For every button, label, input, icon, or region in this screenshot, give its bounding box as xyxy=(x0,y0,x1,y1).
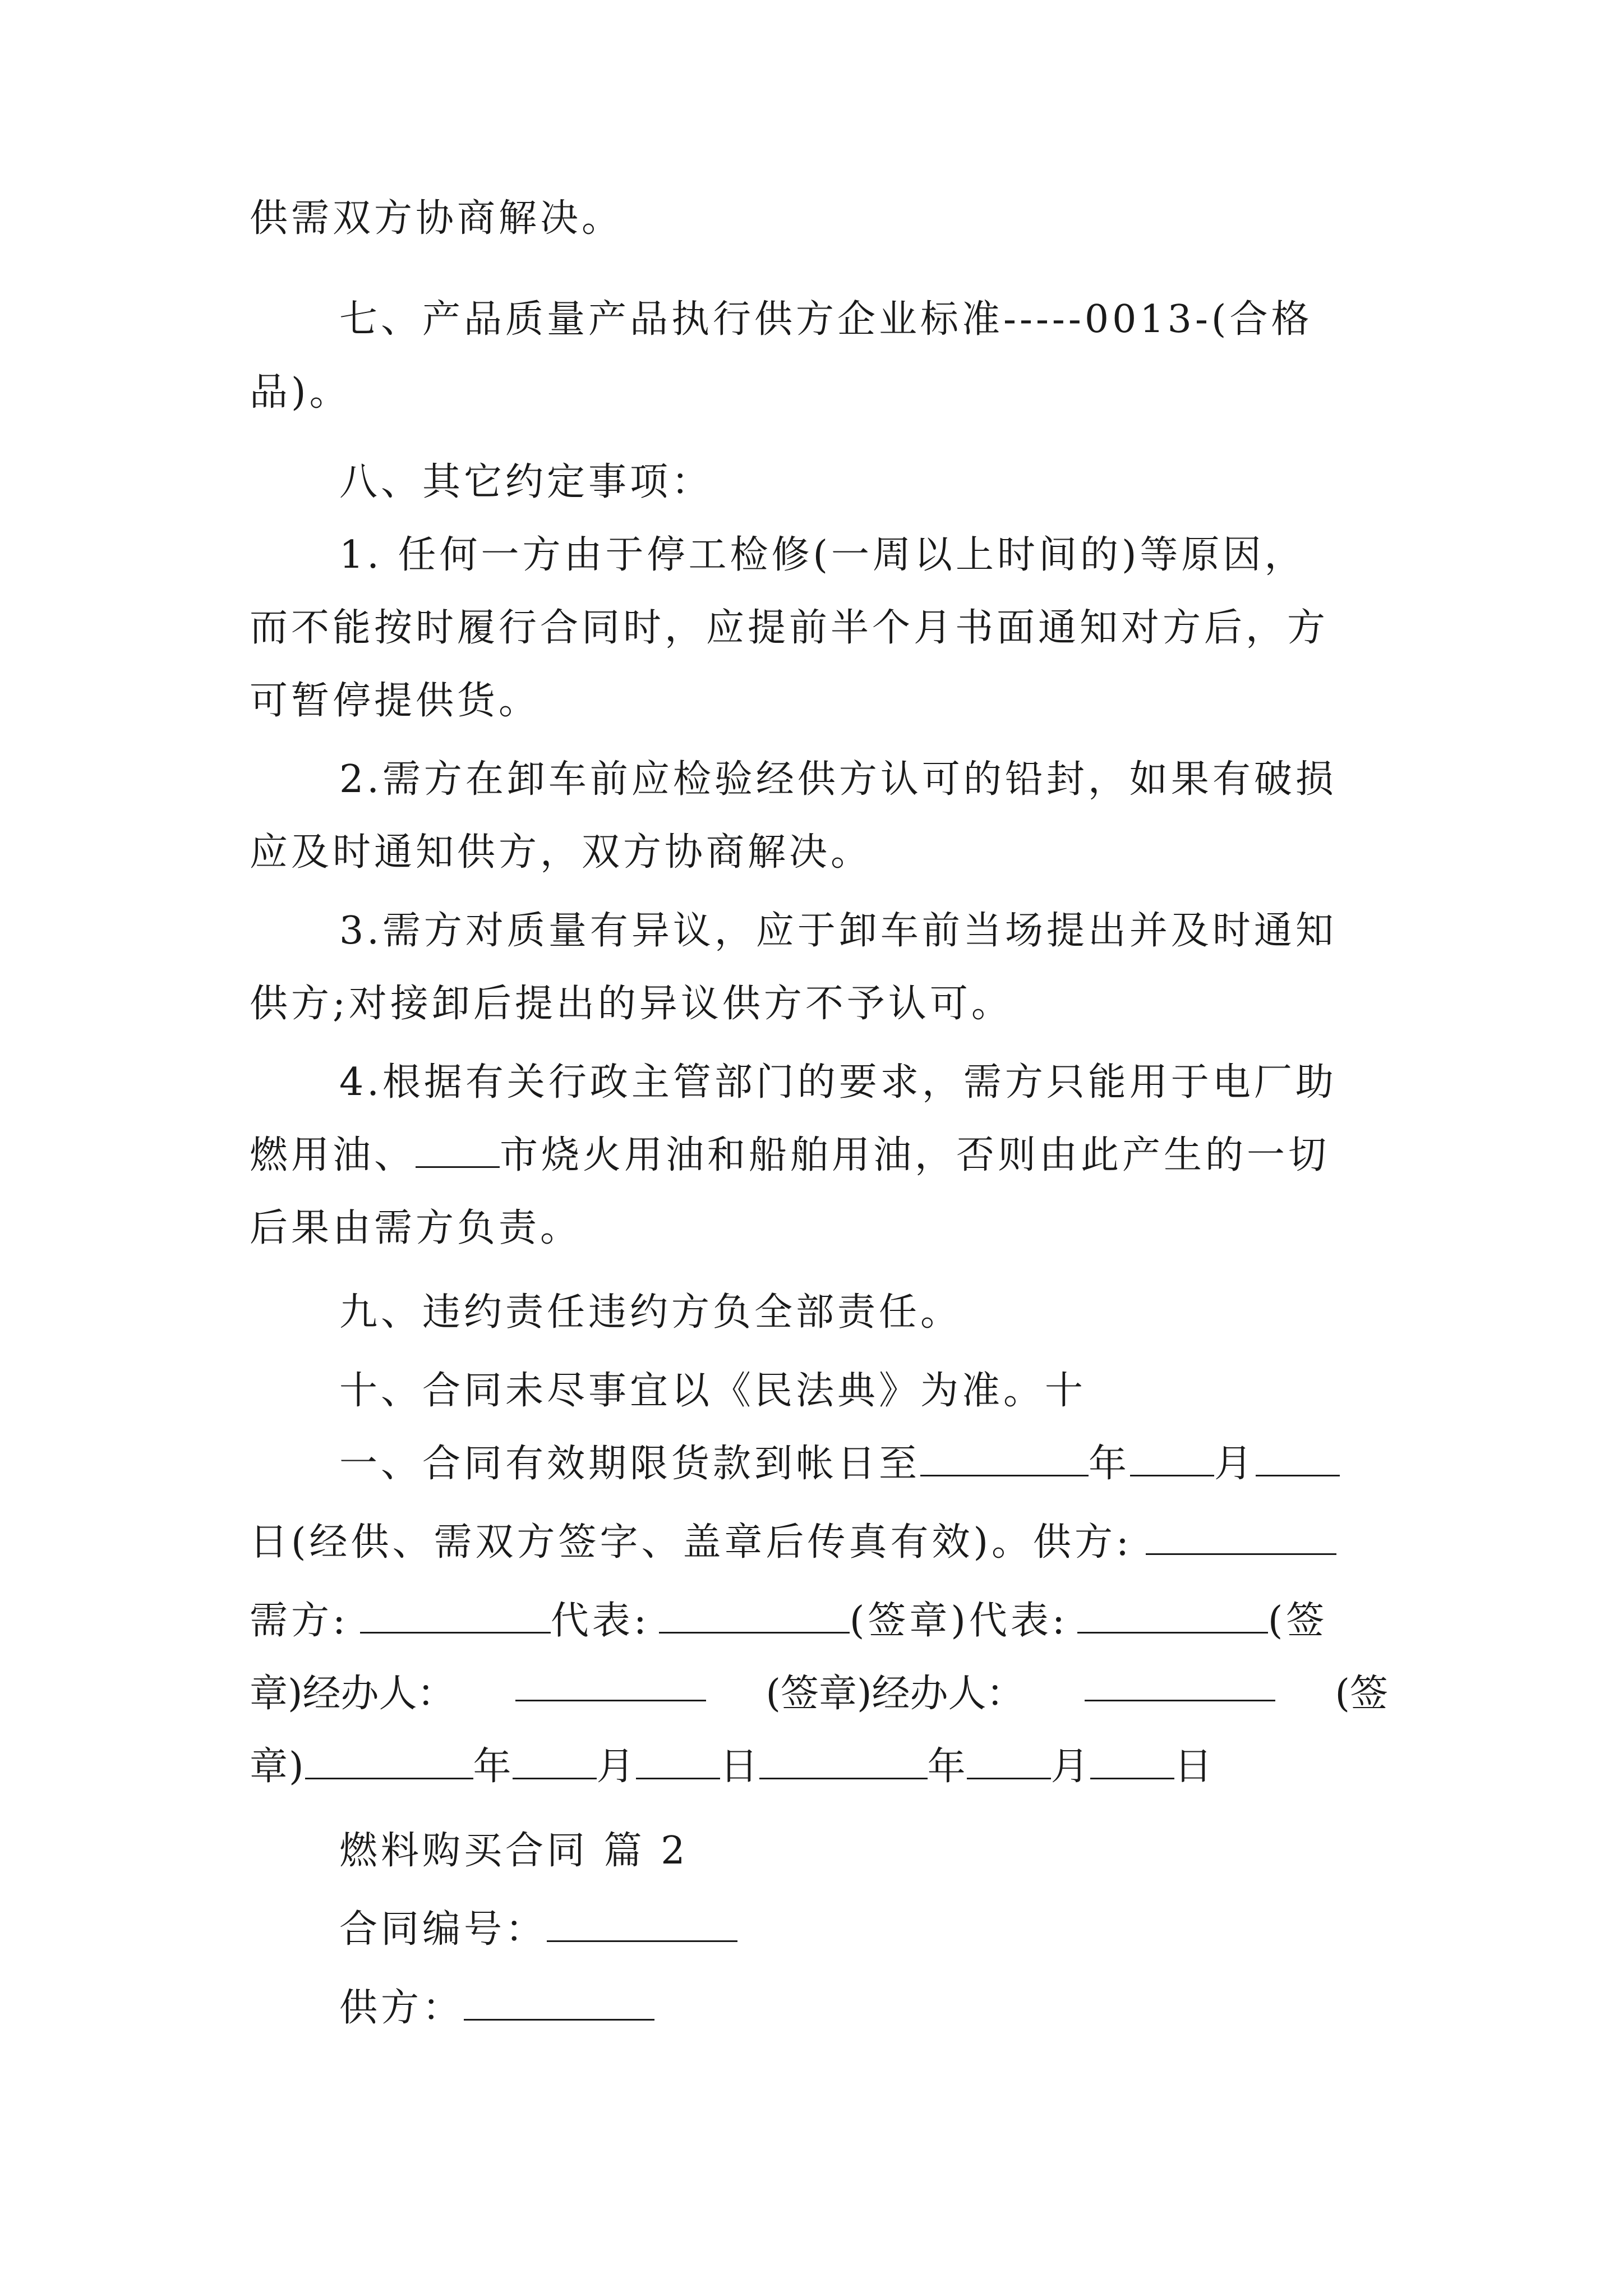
item-1-line-1: 1. 任何一方由于停工检修(一周以上时间的)等原因， xyxy=(339,533,1306,577)
blank-line xyxy=(515,1660,706,1701)
supplier-blank xyxy=(464,1980,654,2021)
signature-line-2: 章)经办人： (签章)经办人： (签 xyxy=(250,1660,1388,1728)
item-4-line-3: 后果由需方负责。 xyxy=(250,1206,582,1250)
blank-line xyxy=(759,1738,928,1779)
blank-line xyxy=(1077,1593,1268,1634)
item-2-line-1: 2.需方在卸车前应检验经供方认可的铅封，如果有破损 xyxy=(339,757,1337,802)
blank-line xyxy=(920,1435,1089,1476)
item-4-line-2: 燃用油、 市烧火用油和船舶用油，否则由此产生的一切 xyxy=(250,1122,1388,1189)
blank-line xyxy=(1130,1435,1214,1476)
clause-11-line-2: 日(经供、需双方签字、盖章后传真有效)。供方: xyxy=(250,1509,1388,1576)
blank-line xyxy=(1256,1435,1340,1476)
clause-7-line-2: 品)。 xyxy=(250,370,351,415)
blank-line xyxy=(513,1738,597,1779)
contract-number-line: 合同编号： xyxy=(339,1896,1388,1963)
blank-line xyxy=(636,1738,720,1779)
blank-line xyxy=(1085,1660,1275,1701)
blank-line xyxy=(1090,1738,1174,1779)
item-4-line-1: 4.根据有关行政主管部门的要求，需方只能用于电厂助 xyxy=(339,1060,1337,1105)
contract-number-blank xyxy=(547,1901,737,1942)
clause-10: 十、合同未尽事宜以《民法典》为准。十 xyxy=(339,1369,1087,1413)
item-3-line-1: 3.需方对质量有异议，应于卸车前当场提出并及时通知 xyxy=(339,909,1337,953)
item-1-line-2: 而不能按时履行合同时，应提前半个月书面通知对方后，方 xyxy=(250,606,1329,650)
blank-line xyxy=(416,1127,500,1168)
section-title: 燃料购买合同 篇 2 xyxy=(339,1829,689,1873)
item-3-line-2: 供方;对接卸后提出的异议供方不予认可。 xyxy=(250,982,1013,1026)
clause-7-line-1: 七、产品质量产品执行供方企业标准-----0013-(合格 xyxy=(339,297,1313,342)
blank-line xyxy=(360,1593,551,1634)
clause-8-heading: 八、其它约定事项： xyxy=(339,460,713,504)
blank-line xyxy=(1146,1514,1336,1555)
clause-11-line-1: 一、合同有效期限货款到帐日至 年 月 xyxy=(339,1430,1388,1498)
signature-date-line: 章) 年 月 日 年 月 日 xyxy=(250,1733,1388,1801)
supplier-line: 供方： xyxy=(339,1975,1388,2042)
blank-line xyxy=(659,1593,850,1634)
clause-9: 九、违约责任违约方负全部责任。 xyxy=(339,1290,962,1335)
item-1-line-3: 可暂停提供货。 xyxy=(250,679,541,723)
text-line: 供需双方协商解决。 xyxy=(250,196,624,241)
item-2-line-2: 应及时通知供方，双方协商解决。 xyxy=(250,830,873,875)
blank-line xyxy=(967,1738,1051,1779)
blank-line xyxy=(305,1738,473,1779)
signature-line-1: 需方: 代表: (签章)代表: (签 xyxy=(250,1588,1388,1655)
